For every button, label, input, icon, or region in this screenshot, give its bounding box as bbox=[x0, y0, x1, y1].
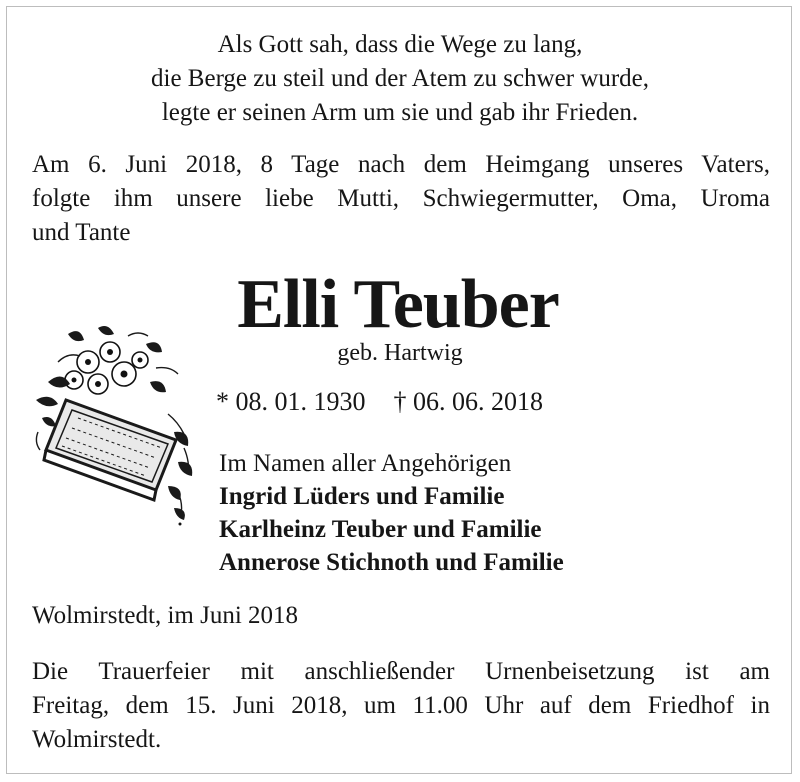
maiden-name: geb. Hartwig bbox=[337, 340, 463, 366]
birth-date: * 08. 01. 1930 bbox=[216, 387, 366, 416]
mourners-block bbox=[219, 447, 564, 579]
death-date: † 06. 06. 2018 bbox=[393, 387, 543, 416]
service-line: Wolmirstedt. bbox=[32, 726, 162, 753]
announcement-line: Am 6. Juni 2018, 8 Tage nach dem Heimgang unseres Vaters, bbox=[32, 151, 770, 178]
verse-line: Als Gott sah, dass die Wege zu lang, bbox=[217, 31, 583, 58]
verse-line: die Berge zu steil und der Atem zu schwer wurde, bbox=[151, 65, 649, 92]
deceased-name: Elli Teuber bbox=[237, 266, 559, 343]
service-line: Freitag, dem 15. Juni 2018, um 11.00 Uhr auf dem Friedhof in bbox=[32, 692, 770, 719]
mourners-intro: Im Namen aller Angehörigen bbox=[219, 450, 512, 477]
announcement-line: folgte ihm unsere liebe Mutti, Schwiegermutter, Oma, Uroma bbox=[32, 185, 770, 212]
life-dates bbox=[216, 386, 543, 418]
mourner-family: Karlheinz Teuber und Familie bbox=[219, 516, 542, 543]
announcement-line: und Tante bbox=[32, 219, 131, 246]
announcement-text bbox=[32, 148, 770, 250]
verse-line: legte er seinen Arm um sie und gab ihr Frieden. bbox=[161, 99, 639, 126]
service-line: Die Trauerfeier mit anschließender Urnenbeisetzung ist am bbox=[32, 658, 770, 685]
opening-verse bbox=[0, 28, 800, 130]
place-and-date: Wolmirstedt, im Juni 2018 bbox=[32, 602, 299, 629]
mourner-family: Ingrid Lüders und Familie bbox=[219, 483, 505, 510]
flower-bouquet-on-book-icon bbox=[28, 322, 203, 527]
funeral-service-info bbox=[32, 655, 770, 757]
mourner-family: Annerose Stichnoth und Familie bbox=[219, 549, 564, 576]
